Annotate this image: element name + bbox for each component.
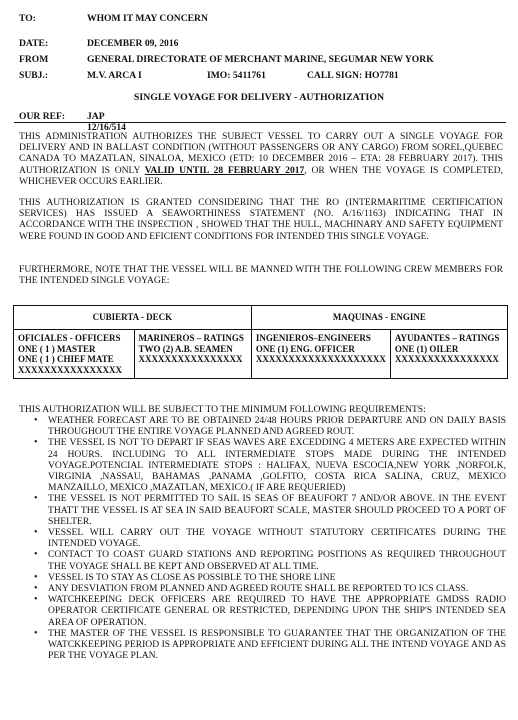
requirements-intro: THIS AUTHORIZATION WILL BE SUBJECT TO THE MINIMUM FOLLOWING REQUIREMENTS: xyxy=(19,404,426,415)
bullet-icon: • xyxy=(34,415,38,426)
list-item xyxy=(34,583,506,595)
authorization-text: THIS ADMINISTRATION AUTHORIZES THE SUBJECT VESSEL TO CARRY OUT A SINGLE VOYAGE FOR DELIVERY AND IN BALLAST CONDITION (WITHOUT PASSENGERS OR ANY CARGO) FROM SOREL,QUEBEC CANADA TO MAZATLAN, SINALOA, MEXICO (ETD: 10 DECEMBER 2016 – ETA: 28 FEBRUARY 2017). THIS AUTHORIZATION IS ONLY xyxy=(19,131,503,176)
list-item xyxy=(34,493,506,527)
bullet-icon: • xyxy=(34,527,38,539)
cell-line: MARINEROS – RATINGS xyxy=(138,333,244,343)
crew-table xyxy=(13,305,508,379)
cell-line: ONE ( 1 ) MASTER xyxy=(18,343,96,354)
bullet-icon: • xyxy=(34,571,38,583)
subject-title: SINGLE VOYAGE FOR DELIVERY - AUTHORIZATION xyxy=(133,92,385,103)
requirement-text: THE VESSEL IS NOT TO DEPART IF SEAS WAVES ARE EXCEDDING 4 METERS ARE EXPECTED WITHIN 24 HOURS. INCLUDING TO ALL INTERMEDIATE STOPS MADE DURING THE INTENDED VOYAGE.POTENCIAL INTERMEDIATE STOPS : HALIFAX, NUEVA ESCOCIA,NEW YORK ,NORFOLK, VIRGINIA ,NASSAU, BAHAMAS ,PANAMA ,GOLFITO, COSTA RICA SALINA, CRUZ, MEXICO MANZAILLO, MEXICO ,MAZATLAN, MEXICO.( IF ARE REQUERIED) xyxy=(48,437,506,494)
requirement-text: THE MASTER OF THE VESSEL IS RESPONSIBLE TO GUARANTEE THAT THE ORGANIZATION OF THE WATCKKEEPING PERIOD IS APPROPRIATE AND EFFICIENT DURING ALL THE INTEND VOYAGE AND AS PER THE VOYAGE PLAN. xyxy=(48,627,506,662)
list-item xyxy=(34,415,506,438)
cell-line: INGENIEROS–ENGINEERS xyxy=(255,333,371,343)
to-value: WHOM IT MAY CONCERN xyxy=(87,13,208,24)
date-value: DECEMBER 09, 2016 xyxy=(87,38,179,49)
deck-header: CUBIERTA - DECK xyxy=(14,306,252,330)
cell-line: XXXXXXXXXXXXXXXX xyxy=(138,354,243,364)
from-value: GENERAL DIRECTORATE OF MERCHANT MARINE, SEGUMAR NEW YORK xyxy=(87,54,434,65)
requirement-text: ANY DESVIATION FROM PLANNED AND AGREED ROUTE SHALL BE REPORTED TO ICS CLASS. xyxy=(48,583,469,595)
requirement-text: WATCHKEEPING DECK OFFICERS ARE REQUIRED TO HAVE THE APPROPRIATE GMDSS RADIO OPERATOR CERTIFICATE GENERAL OR RESTRICTED, DEPENDING UPON THE SHIP'S INTENDED SEA AREA OF OPERATION. xyxy=(48,594,506,628)
ref-value: JAP 12/16/514 xyxy=(87,111,126,134)
seaworthiness-paragraph: THIS AUTHORIZATION IS GRANTED CONSIDERING THAT THE RO (INTERMARITIME CERTIFICATION SERVICES) HAS ISSUED A SEAWORTHINESS STATEMENT (NO. A/16/1163) INDICATING THAT IN ACCORDANCE WITH THE INSPECTION , SHOWED THAT THE HULL, MACHINARY AND SAFETY EQUIPMENT WERE FOUND IN GOOD AND EFICIENT CONDITIONS FOR INTENDED THIS SINGLE VOYAGE. xyxy=(19,197,503,242)
engine-header: MAQUINAS - ENGINE xyxy=(251,306,507,330)
bullet-icon: • xyxy=(34,594,38,606)
bullet-icon: • xyxy=(34,627,38,639)
list-item xyxy=(34,594,506,628)
list-item xyxy=(34,437,506,494)
cell-line: XXXXXXXXXXXXXXXX xyxy=(18,364,122,375)
cell-line: TWO (2) A.B. SEAMEN xyxy=(138,343,233,354)
cell-line: XXXXXXXXXXXXXXXX xyxy=(394,354,499,364)
bullet-icon: • xyxy=(34,437,38,449)
deck-ratings-cell xyxy=(134,330,251,379)
vessel-name: M.V. ARCA I xyxy=(87,70,142,81)
bullet-icon: • xyxy=(34,493,38,505)
date-label: DATE: xyxy=(19,38,49,49)
requirement-text: CONTACT TO COAST GUARD STATIONS AND REPORTING POSITIONS AS REQUIRED THROUGHOUT THE VOYAGE SHALL BE KEPT AND OBSERVED AT ALL TIME. xyxy=(48,549,506,572)
cell-line: ONE (1) ENG. OFFICER xyxy=(255,343,355,354)
list-item xyxy=(34,549,506,572)
header-divider xyxy=(14,122,506,123)
call-sign: CALL SIGN: HO7781 xyxy=(307,70,399,81)
bullet-icon: • xyxy=(34,549,38,561)
requirement-text: WEATHER FORECAST ARE TO BE OBTAINED 24/48 HOURS PRIOR DEPARTURE AND ON DAILY BASIS THROUGHOUT THE ENTIRE VOYAGE PLANNED AND AGREED ROUT. xyxy=(48,415,506,438)
requirement-text: THE VESSEL IS NOT PERMITTED TO SAIL IS SEAS OF BEAUFORT 7 AND/OR ABOVE. IN THE EVENT THATT THE VESSEL IS AT SEA IN SAID BEAUFORT SCALE, MASTER SHOULD PROCEED TO A PORT OF SHELTER. xyxy=(48,493,506,527)
crew-intro-paragraph: FURTHERMORE, NOTE THAT THE VESSEL WILL BE MANNED WITH THE FOLLOWING CREW MEMBERS FOR THE INTENDED SINGLE VOYAGE: xyxy=(19,264,503,287)
cell-line: OFICIALES - OFFICERS xyxy=(18,333,121,343)
bullet-icon: • xyxy=(34,583,38,595)
engine-ratings-cell xyxy=(390,330,507,379)
cell-line: XXXXXXXXXXXXXXXXXXXX xyxy=(255,354,386,364)
validity-date: VALID UNTIL 28 FEBRUARY 2017 xyxy=(144,164,305,176)
requirement-text: VESSEL WILL CARRY OUT THE VOYAGE WITHOUT STATUTORY CERTIFICATES DURING THE INTENDED VOYAGE. xyxy=(48,527,506,550)
list-item xyxy=(34,571,506,583)
list-item xyxy=(34,527,506,550)
requirement-text: VESSEL IS TO STAY AS CLOSE AS POSSIBLE TO THE SHORE LINE xyxy=(48,571,336,583)
list-item xyxy=(34,627,506,662)
authorization-text-end: , OR WHEN THE VOYAGE IS COMPLETED, WHICHEVER OCCURS EARLIER. xyxy=(19,164,503,187)
subj-label: SUBJ.: xyxy=(19,70,49,81)
to-label: TO: xyxy=(19,13,36,24)
ref-line xyxy=(19,111,126,134)
imo-number: IMO: 5411761 xyxy=(207,70,266,81)
from-label: FROM xyxy=(19,54,49,65)
engine-officers-cell xyxy=(251,330,390,379)
authorization-paragraph xyxy=(19,131,503,187)
cell-line: ONE (1) OILER xyxy=(394,343,459,354)
requirements-list xyxy=(34,415,506,662)
ref-label: OUR REF: xyxy=(19,111,66,122)
deck-officers-cell xyxy=(14,330,135,379)
cell-line: AYUDANTES – RATINGS xyxy=(394,333,500,343)
cell-line: ONE ( 1 ) CHIEF MATE xyxy=(18,354,114,364)
